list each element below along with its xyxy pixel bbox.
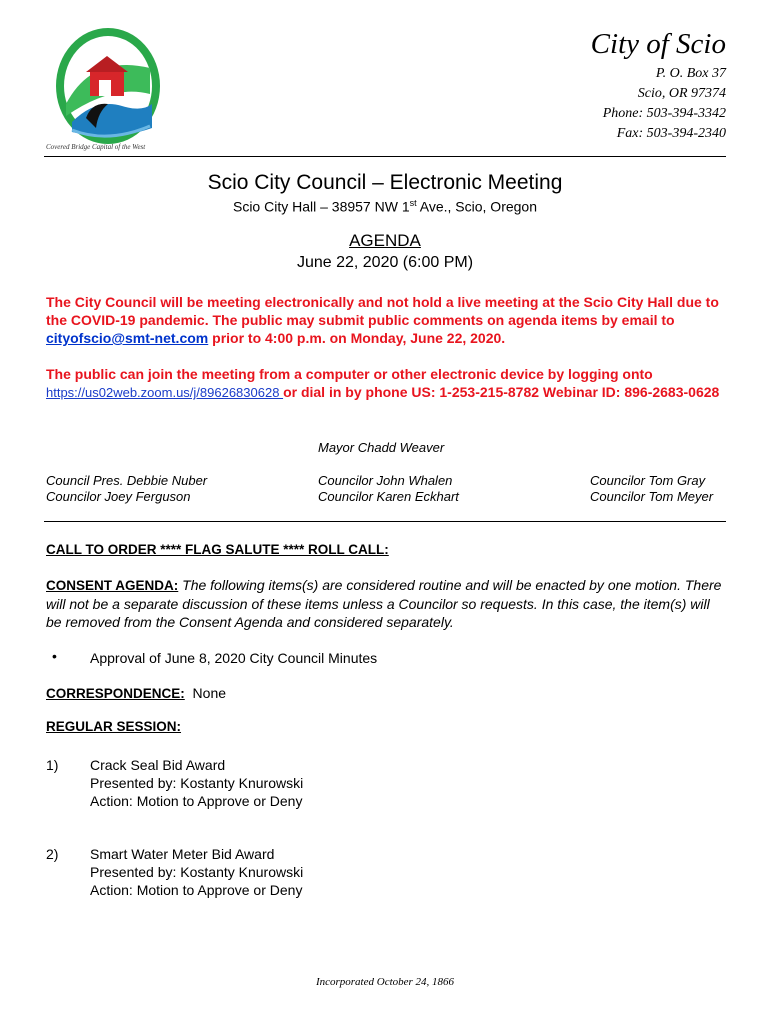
councilor-gray: Councilor Tom Gray [590,473,706,488]
agenda-date: June 22, 2020 (6:00 PM) [296,254,474,271]
correspondence [46,685,226,701]
consent-item: Approval of June 8, 2020 City Council Minutes [90,650,378,666]
officials-divider [44,521,726,522]
header-divider [44,156,726,157]
call-to-order-heading: CALL TO ORDER **** FLAG SALUTE **** ROLL CALL: [46,542,389,557]
agenda-title: AGENDA [349,231,421,250]
notice2-text-a: The public can join the meeting from a computer or other electronic device by logging onto [46,366,653,382]
mayor-name: Mayor Chadd Weaver [318,440,445,455]
correspondence-heading: CORRESPONDENCE: [46,686,185,701]
city-logo [52,24,164,152]
item-number: 2) [46,846,59,862]
consent-body: The following items(s) are considered routine and will be enacted by one motion. There will not be a separate discussion of these items unless a Councilor so requests. In this case, the item(s) will be removed from the Consent Agenda and considered separately. [46,577,722,630]
item-title: Smart Water Meter Bid Award [90,846,275,862]
join-notice [46,365,736,402]
email-link[interactable]: cityofscio@smt-net.com [46,330,209,346]
consent-agenda [46,576,726,631]
zoom-link[interactable]: https://us02web.zoom.us/j/89626830628 [46,385,284,400]
consent-heading: CONSENT AGENDA: [46,578,179,593]
location-suffix: Ave., Scio, Oregon [416,198,538,215]
address-po-box: P. O. Box 37 [655,66,726,81]
notice1-text-a: The City Council will be meeting electronically and not hold a live meeting at the Scio City Hall due to the COVID-19 pandemic. The public may submit public comments on agenda items by email to [46,294,719,328]
meeting-location [0,198,770,215]
councilor-ferguson: Councilor Joey Ferguson [46,489,191,504]
item-presenter: Presented by: Kostanty Knurowski [90,864,304,880]
tagline: Covered Bridge Capital of the West [46,143,146,151]
notice2-text-b: or dial in by phone US: 1-253-215-8782 Webinar ID: 896-2683-0628 [283,384,720,400]
address-phone: Phone: 503-394-3342 [602,106,726,121]
city-name: City of Scio [590,28,726,60]
covid-notice [46,293,736,347]
item-presenter: Presented by: Kostanty Knurowski [90,775,304,791]
address-city: Scio, OR 97374 [637,86,726,101]
item-action: Action: Motion to Approve or Deny [90,793,303,809]
item-action: Action: Motion to Approve or Deny [90,882,303,898]
councilor-meyer: Councilor Tom Meyer [590,489,714,504]
meeting-title: Scio City Council – Electronic Meeting [207,171,563,194]
location-sup: st [409,198,417,208]
location-prefix: Scio City Hall – 38957 NW 1 [232,198,410,215]
item-number: 1) [46,757,59,773]
councilor-whalen: Councilor John Whalen [318,473,453,488]
address-fax: Fax: 503-394-2340 [616,126,726,141]
bullet-icon: • [52,648,57,664]
regular-session-heading: REGULAR SESSION: [46,719,182,734]
notice1-text-b: prior to 4:00 p.m. on Monday, June 22, 2020. [208,330,506,346]
correspondence-value: None [184,685,227,701]
footer-incorporated: Incorporated October 24, 1866 [315,976,455,988]
council-president: Council Pres. Debbie Nuber [46,473,208,488]
item-title: Crack Seal Bid Award [90,757,226,773]
councilor-eckhart: Councilor Karen Eckhart [318,489,459,504]
